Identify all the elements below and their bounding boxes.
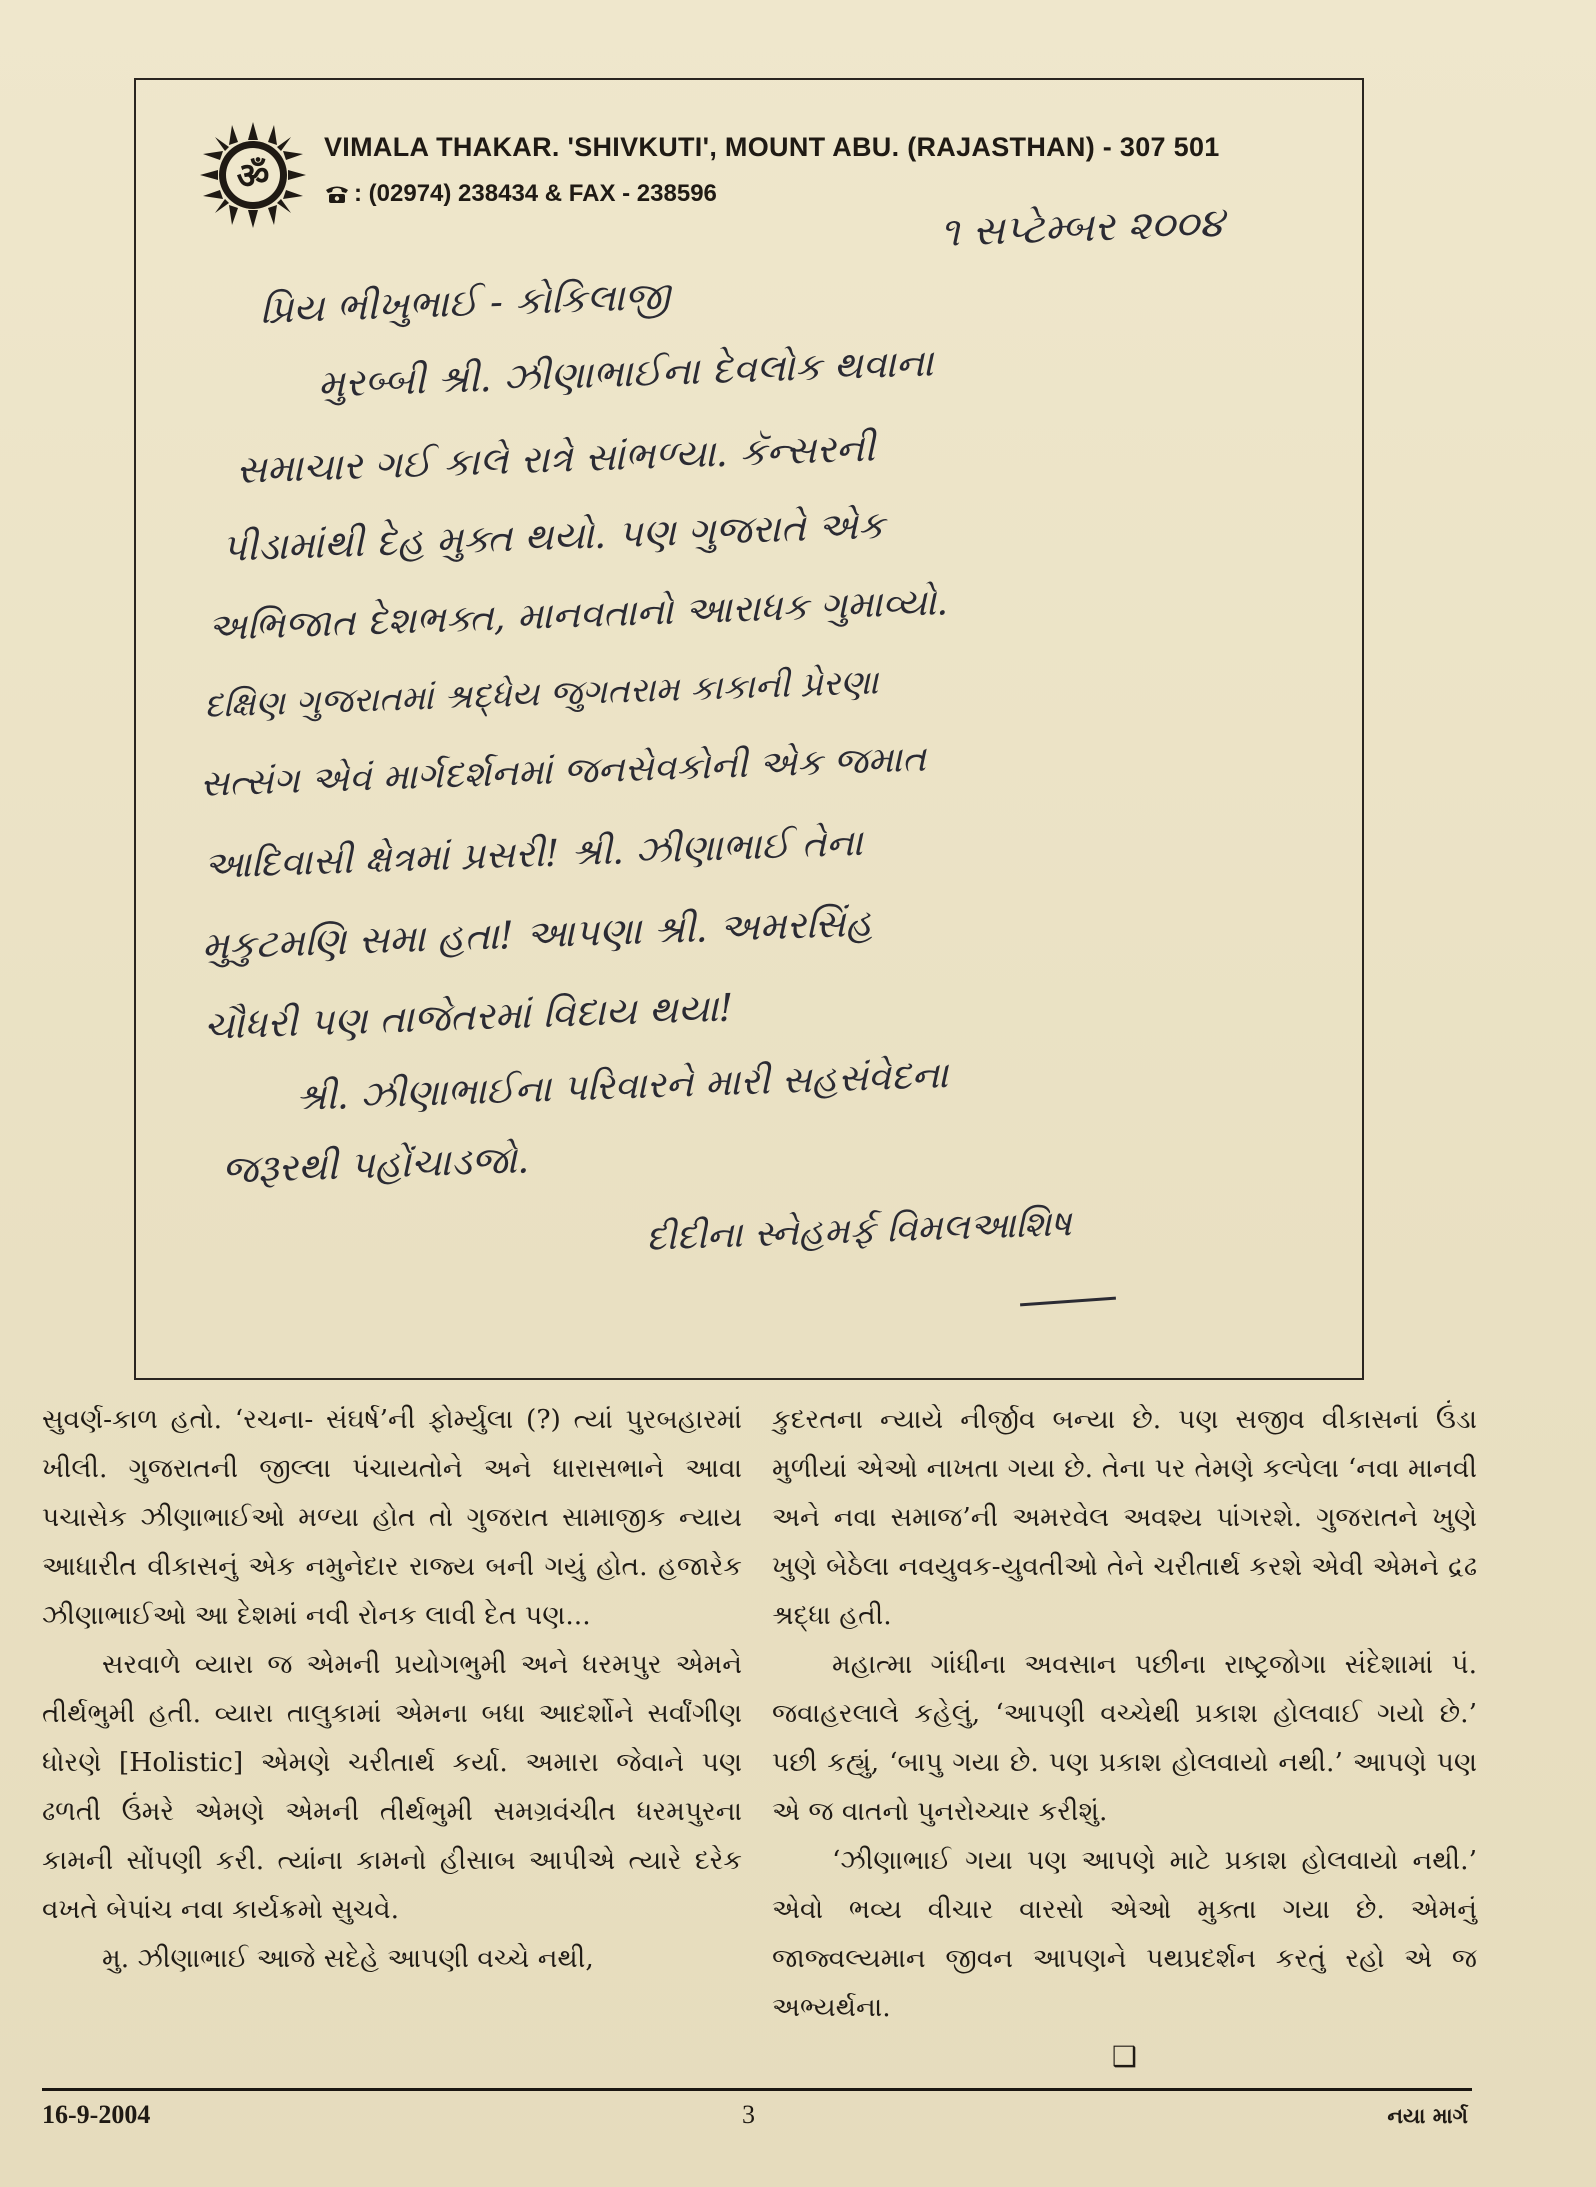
svg-text:ॐ: ॐ bbox=[236, 156, 270, 197]
letter-line: આદિવાસી ક્ષેત્રમાં પ્રસરી! શ્રી. ઝીણાભાઈ તેના bbox=[203, 821, 864, 887]
article-paragraph: સરવાળે વ્યારા જ એમની પ્રયોગભુમી અને ધરમપુર એમને તીર્થભુમી હતી. વ્યારા તાલુકામાં એમના બધા આદર્શોને સર્વાંગીણ ધોરણે [Holistic] એમણે ચરીતાર્થ કર્યા. અમારા જેવાને પણ ઢળતી ઉંમરે એમણે એમની તીર્થભુમી સમગ્રવંચીત ધરમપુરના કામની સોંપણી કરી. ત્યાંના કામનો હીસાબ આપીએ ત્યારે દરેક વખતે બેપાંચ નવા કાર્યક્રમો સુચવે. bbox=[42, 1649, 742, 1925]
letterhead-phone-fax: : (02974) 238434 & FAX - 238596 bbox=[354, 180, 717, 207]
article-column-right bbox=[772, 1395, 1477, 2081]
article-paragraph: સુવર્ણ-કાળ હતો. ‘રચના- સંઘર્ષ’ની ફોર્મ્યુલા (?) ત્યાં પુરબહારમાં ખીલી. ગુજરાતની જીલ્લા પંચાયતોને અને ધારાસભાને આવા પચાસેક ઝીણાભાઈઓ મળ્યા હોત તો ગુજરાત સામાજીક ન્યાય આધારીત વીકાસનું એક નમુનેદાર રાજ્ય બની ગયું હોત. હજારેક ઝીણાભાઈઓ આ દેશમાં નવી રોનક લાવી દેત પણ... bbox=[42, 1404, 742, 1631]
letter-line: અભિજાત દેશભક્ત, માનવતાનો આરાધક ગુમાવ્યો. bbox=[207, 580, 949, 649]
letterhead-address: VIMALA THAKAR. 'SHIVKUTI', MOUNT ABU. (RAJASTHAN) - 307 501 bbox=[324, 132, 1220, 162]
letterhead-phone bbox=[324, 180, 717, 208]
letter-line: સત્સંગ એવં માર્ગદર્શનમાં જનસેવકોની એક જમાત bbox=[199, 738, 927, 805]
letter-line: પીડામાંથી દેહ મુક્ત થયો. પણ ગુજરાતે એક bbox=[221, 502, 886, 570]
letter-line: દક્ષિણ ગુજરાતમાં શ્રદ્ધેય જુગતરામ કાકાની પ્રેરણા bbox=[203, 662, 879, 726]
om-sun-logo-icon bbox=[198, 120, 308, 230]
letter-line: જરૂરથી પહોંચાડજો. bbox=[221, 1137, 530, 1192]
article-paragraph: મહાત્મા ગાંધીના અવસાન પછીના રાષ્ટ્રજોગા સંદેશામાં પં. જવાહરલાલે કહેલું, ‘આપણી વચ્ચેથી પ્રકાશ હોલવાઈ ગયો છે.’ પછી કહ્યું, ‘બાપુ ગયા છે. પણ પ્રકાશ હોલવાયો નથી.’ આપણે પણ એ જ વાતનો પુનરોચ્ચાર કરીશું. bbox=[772, 1649, 1477, 1827]
footer-date: 16-9-2004 bbox=[42, 2100, 151, 2129]
letter-line: સમાચાર ગઈ કાલે રાત્રે સાંભળ્યા. કૅન્સરની bbox=[235, 425, 876, 492]
telephone-icon bbox=[324, 184, 350, 204]
article-column-left bbox=[42, 1395, 742, 1983]
article-paragraph: મુ. ઝીણાભાઈ આજે સદેહે આપણી વચ્ચે નથી, bbox=[102, 1943, 594, 1974]
footer-rule bbox=[42, 2088, 1472, 2091]
letter-line: શ્રી. ઝીણાભાઈના પરિવારને મારી સહસંવેદના bbox=[295, 1053, 949, 1119]
page-number: 3 bbox=[742, 2100, 755, 2129]
end-of-article-mark: ❑ bbox=[1111, 2040, 1137, 2073]
article-paragraph: કુદરતના ન્યાયે નીર્જીવ બન્યા છે. પણ સજીવ વીકાસનાં ઉંડા મુળીયાં એઓ નાખતા ગયા છે. તેના પર તેમણે કલ્પેલા ‘નવા માનવી અને નવા સમાજ’ની અમરવેલ અવશ્ય પાંગરશે. ગુજરાતને ખુણે ખુણે બેઠેલા નવયુવક-યુવતીઓ તેને ચરીતાર્થ કરશે એવી એમને દ્રઢ શ્રદ્ધા હતી. bbox=[772, 1404, 1477, 1631]
publication-name: નયા માર્ગ bbox=[1387, 2104, 1468, 2128]
article-paragraph: ‘ઝીણાભાઈ ગયા પણ આપણે માટે પ્રકાશ હોલવાયો નથી.’ એવો ભવ્ય વીચાર વારસો એઓ મુક્તા ગયા છે. એમનું જાજ્વલ્યમાન જીવન આપણને પથપ્રદર્શન કરતું રહો એ જ અભ્યર્થના. bbox=[772, 1845, 1477, 2023]
letter-line: ચૌધરી પણ તાજેતરમાં વિદાય થયા! bbox=[203, 985, 735, 1048]
letter-line: મુકુટમણિ સમા હતા! આપણા શ્રી. અમરસિંહ bbox=[201, 900, 874, 968]
letter-salutation: પ્રિય ભીખુભાઈ - કોકિલાજી bbox=[259, 273, 671, 332]
letter-closing-signature: દીદીના સ્નેહમર્ફ વિમલઆશિષ bbox=[645, 1203, 1073, 1259]
letter-line: મુરબ્બી શ્રી. ઝીણાભાઈના દેવલોક થવાના bbox=[317, 340, 935, 406]
letter-date: ૧ સપ્ટેમ્બર ૨૦૦૪ bbox=[939, 200, 1225, 256]
